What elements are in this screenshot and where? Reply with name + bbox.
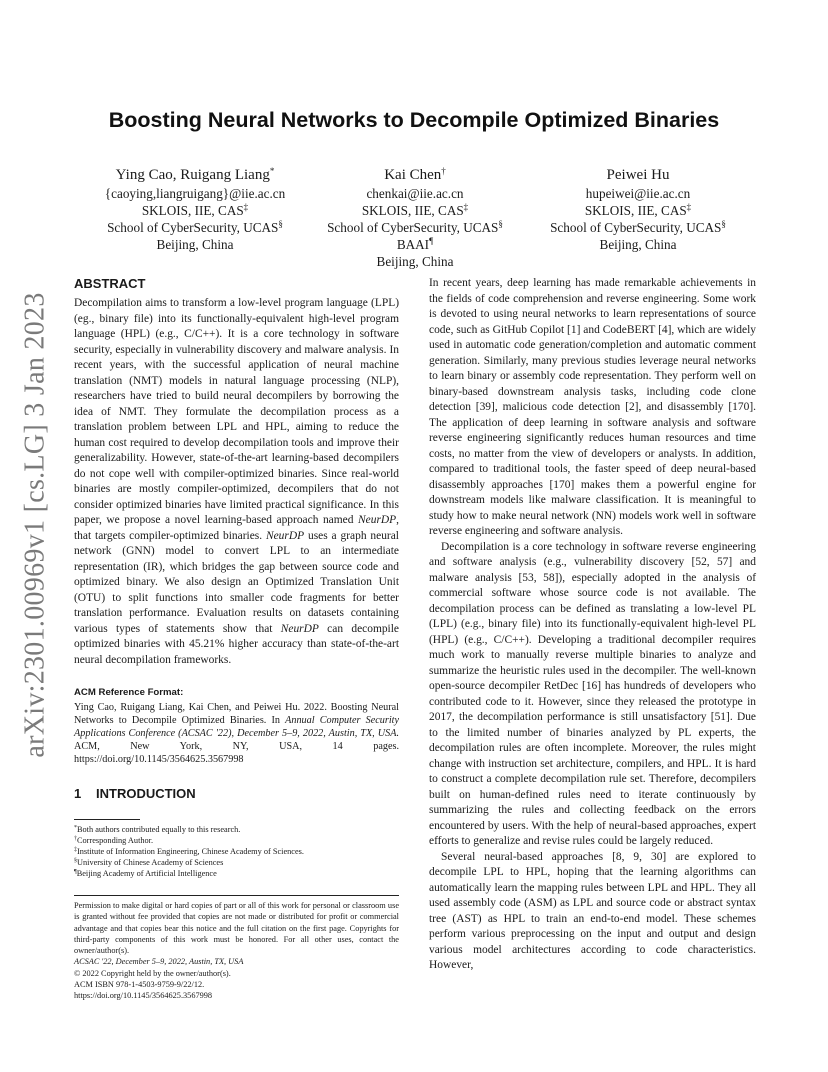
author-email: {caoying,liangruigang}@iie.ac.cn (104, 186, 286, 201)
acm-reference-heading: ACM Reference Format: (74, 687, 184, 698)
author-affiliation: SKLOIS, IIE, CAS‡ (584, 202, 692, 218)
footnote: †Corresponding Author. (74, 836, 154, 845)
author-block-3 (538, 165, 738, 253)
right-column (429, 276, 756, 974)
author-email: hupeiwei@iie.ac.cn (585, 186, 691, 201)
author-affiliation: SKLOIS, IIE, CAS‡ (361, 202, 469, 218)
body-paragraph: Decompilation is a core technology in software reverse engineering and software analysis (e.g., vulnerability discovery [52, 57] and malware analysis [53, 58]), especially adopted in the analysis of commercial software whose source code is not available. The decompilation process can be defined as translating a low-level PL (LPL) (e.g., binary file) into its functionally-equivalent high-level PL (HPL) (e.g., C/C++). Developing a traditional decompiler requires much work to manually reverse multiple binaries to analyze and summarize the heuristic rules used in the decompiler. The well-known open-source decompiler RetDec [16] has hundreds of developers who contributed code to it. However, since they released the prototype in 2017, the decompilation performance is still unsatisfactory [51]. Due to the limited number of binaries analyzed by PL experts, the decompilation rules are often incomplete. Moreover, the rules might change with instruction set architecture, compilers, and HPL. It is hard to construct a complete decompilation rule set. Therefore, decompilers built on human-defined rules need to iterate continuously by summarizing the rules and collecting feedback on the errors encountered by users. With the help of neural-based approaches, expert efforts to generalize and revise rules could be largely reduced. (429, 540, 756, 847)
abstract-heading: ABSTRACT (74, 276, 146, 291)
arxiv-identifier-stamp (6, 292, 66, 758)
conference-venue: ACSAC '22, December 5–9, 2022, Austin, TX, USA (74, 957, 244, 967)
body-paragraph: In recent years, deep learning has made remarkable achievements in the fields of code comprehension and reverse engineering. Some work is devoted to using neural networks to learn representations of source code, such as GitHub Copilot [1] and CodeBERT [4], which are widely used in automatic code generation/completion and automatic comment generation. Similarly, many previous studies leverage neural networks to learn binary or assembly code representation. They perform well on binary-based downstream analysis tasks, including code clone detection [39], malicious code detection [2], and disassembly [170]. The application of deep learning in software analysis and software reverse engineering significantly reduces human resources and time costs, no matter from the view of developers or analysts. In addition, compared to traditional tools, the faster speed of deep neural-based disassembly approaches [170] makes them a powerful engine for downstream models like malware classification. It is meaningful to study how to make neural network (NN) models work well in software reverse engineering and software analysis. (429, 277, 756, 537)
author-block-1 (90, 165, 300, 253)
footnote-divider (74, 819, 140, 820)
author-location: Beijing, China (376, 254, 454, 269)
abstract-paragraph: Decompilation aims to transform a low-level program language (LPL) (eg., binary file) into its functionally-equivalent high-level program language (HPL) (e.g., C/C++). It is a core technology in software security, especially in vulnerability discovery and malware analysis. In recent years, with the successful application of neural machine translation (NMT) models in natural language processing (NLP), researchers have tried to build neural decompilers by borrowing the idea of NMT. They formulate the decompilation process as a translation problem between LPL and HPL, aiming to reduce the human cost required to develop decompilation tools and improve their generalizability. However, state-of-the-art learning-based decompilers do not cope well with compiler-optimized binaries. Since real-world binaries are mostly compiler-optimized, decompilers that do not consider optimized binaries have limited practical significance. In this paper, we propose a novel learning-based approach named NeurDP, that targets compiler-optimized binaries. NeurDP uses a graph neural network (GNN) model to convert LPL to an intermediate representation (IR), which bridges the gap between source code and optimized binary. We also design an Optimized Translation Unit (OTU) to split functions into smaller code fragments for better translation performance. Evaluation results on datasets containing various types of statements show that NeurDP can decompile optimized binaries with 45.21% higher accuracy than state-of-the-art neural decompilation frameworks. (74, 297, 399, 666)
copyright-line: © 2022 Copyright held by the owner/author(s). (74, 968, 231, 978)
author-name: Peiwei Hu (606, 167, 670, 183)
isbn-line: ACM ISBN 978-1-4503-9759-9/22/12. (74, 980, 205, 990)
footnote: §University of Chinese Academy of Sciences (74, 858, 224, 867)
body-paragraph: Several neural-based approaches [8, 9, 30] are explored to decompile LPL to HPL, hoping that the learning algorithms can automatically learn the mapping rules between LPL and HPL. They all used assembly code (ASM) as LPL and source code or abstract syntax tree (AST) as HPL to train an end-to-end model. These schemes perform various preprocessing on the input and output and design various model architectures according to code characteristics. However, (429, 850, 756, 971)
permission-notice (74, 900, 399, 1002)
author-name: Ying Cao, Ruigang Liang* (115, 166, 275, 183)
arxiv-identifier-text: arXiv:2301.00969v1 [cs.LG] 3 Jan 2023 (20, 292, 52, 758)
introduction-heading: 1 INTRODUCTION (74, 786, 196, 801)
author-location: Beijing, China (156, 237, 234, 252)
footnote: ¶Beijing Academy of Artificial Intelligence (74, 869, 217, 878)
permission-divider (74, 895, 399, 896)
author-name: Kai Chen† (384, 166, 446, 183)
left-column (74, 276, 399, 1002)
author-location: Beijing, China (599, 237, 677, 252)
author-affiliation: School of CyberSecurity, UCAS§ (107, 219, 283, 235)
author-block-2 (322, 165, 508, 270)
author-affiliation: School of CyberSecurity, UCAS§ (550, 219, 726, 235)
doi-line: https://doi.org/10.1145/3564625.3567998 (74, 991, 213, 1001)
paper-title: Boosting Neural Networks to Decompile Optimized Binaries (108, 108, 720, 132)
footnote: ‡Institute of Information Engineering, Chinese Academy of Sciences. (74, 847, 304, 856)
author-affiliation: BAAI¶ (396, 236, 434, 252)
acm-reference-text: Ying Cao, Ruigang Liang, Kai Chen, and Peiwei Hu. 2022. Boosting Neural Networks to Decompile Optimized Binaries. In Annual Computer Security Applications Conference (ACSAC '22), December 5–9, 2022, Austin, TX, USA. ACM, New York, NY, USA, 14 pages. https://doi.org/10.1145/3564625.3567998 (74, 702, 400, 765)
author-affiliation: School of CyberSecurity, UCAS§ (327, 219, 503, 235)
author-affiliation: SKLOIS, IIE, CAS‡ (141, 202, 249, 218)
footnote: *Both authors contributed equally to this research. (74, 825, 241, 834)
permission-text: Permission to make digital or hard copies of part or all of this work for personal or classroom use is granted without fee provided that copies are not made or distributed for profit or commercial advantage and that copies bear this notice and the full citation on the first page. Copyrights for third-party components of this work must be honored. For all other uses, contact the owner/author(s). (74, 901, 399, 956)
author-email: chenkai@iie.ac.cn (366, 186, 464, 201)
